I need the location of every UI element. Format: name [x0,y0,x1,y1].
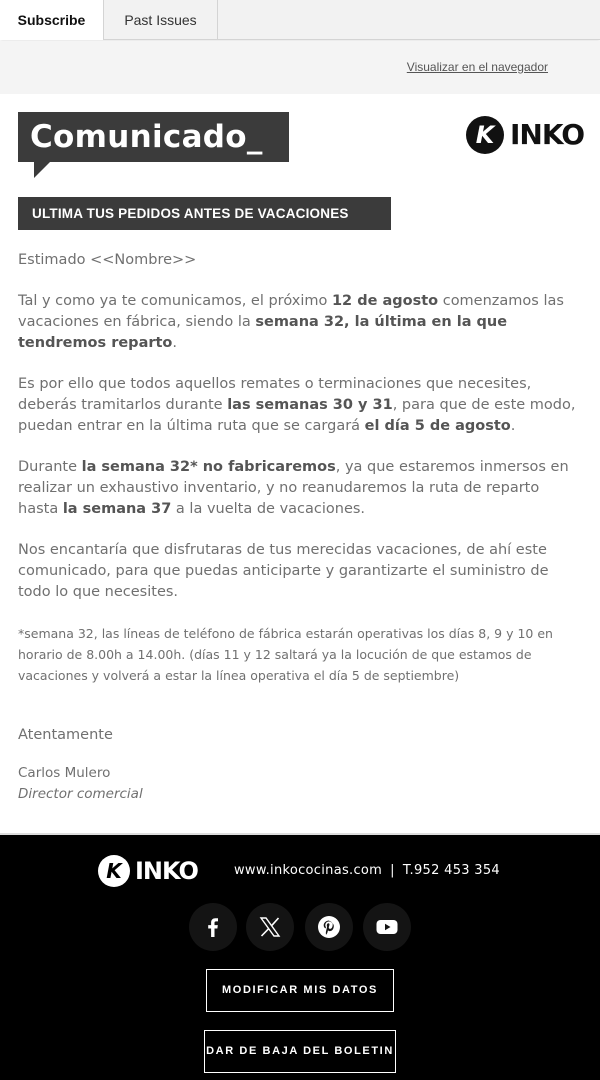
p3-text-c: , ya que estaremos inmersos en realizar un exhaustivo inventario, y no reanudaremos la ruta de reparto hasta [18,459,569,517]
paragraph-1 [18,291,582,354]
view-in-browser-link[interactable]: Visualizar en el navegador [406,60,548,74]
tab-subscribe[interactable]: Subscribe [0,0,104,40]
inko-logo [466,116,584,154]
signer-role: Director comercial [18,786,143,802]
x-icon[interactable] [246,903,294,951]
p3-bold-no-manufacture: la semana 32* no fabricaremos [81,459,336,475]
p2-bold-date: el día 5 de agosto [364,418,511,434]
p3-bold-week37: la semana 37 [62,501,172,517]
footer-contact [234,863,500,878]
comunicado-title: Comunicado_ [18,112,289,162]
phone-number[interactable]: T.952 453 354 [402,863,500,878]
facebook-icon[interactable] [189,903,237,951]
footer-inko-logo [98,855,198,887]
inko-logo-mark: K [466,116,504,154]
social-links [0,903,600,951]
preheader-strip [0,41,600,94]
youtube-icon[interactable] [363,903,411,951]
p2-text-e: . [510,418,516,434]
speech-bubble-tail [34,162,50,178]
paragraph-4: Nos encantaría que disfrutaras de tus merecidas vacaciones, de ahí este comunicado, para que puedas anticiparte y garantizarte el suministro de todo lo que necesites. [18,542,549,600]
tab-bar [0,0,600,40]
modify-data-button[interactable]: MODIFICAR MIS DATOS [206,969,394,1012]
p1-bold-week: semana 32, la última en la que tendremos reparto [18,314,508,351]
signer-name: Carlos Mulero [18,765,111,781]
contact-separator: | [390,863,395,878]
p1-text-c: comenzamos las vacaciones en fábrica, siendo la [18,293,564,330]
website-link[interactable]: www.inkococinas.com [234,863,383,878]
footer-logo-mark: K [98,855,130,887]
message-body [18,250,582,686]
inko-logo-text: INKO [510,118,585,151]
footnote: *semana 32, las líneas de teléfono de fábrica estarán operativas los días 8, 9 y 10 en horario de 8.00h a 14.00h. (días 11 y 12 saltará ya la locución de que estamos de vacaciones y volverá a estar la línea operativa el día 5 de septiembre) [18,626,553,683]
paragraph-3 [18,457,582,520]
p1-bold-date: 12 de agosto [331,293,439,309]
closing: Atentamente [18,727,113,743]
unsubscribe-button[interactable]: DAR DE BAJA DEL BOLETIN [204,1030,396,1073]
p1-text-a: Tal y como ya te comunicamos, el próximo [18,293,332,309]
p2-text-a: Es por ello que todos aquellos remates o terminaciones que necesites, deberás tramitarlos durante [18,376,532,413]
footer [0,833,600,1080]
headline-banner: ULTIMA TUS PEDIDOS ANTES DE VACACIONES [18,197,391,230]
p1-text-e: . [172,335,178,351]
p3-text-a: Durante [18,459,82,475]
footer-logo-text: INKO [135,857,198,885]
paragraph-2 [18,374,582,437]
pinterest-icon[interactable] [305,903,353,951]
p2-text-c: , para que de este modo, puedan entrar en la última ruta que se cargará [18,397,576,434]
tab-past-issues[interactable]: Past Issues [104,0,218,40]
greeting: Estimado <<Nombre>> [18,252,197,268]
p2-bold-weeks: las semanas 30 y 31 [227,397,393,413]
p3-text-e: a la vuelta de vacaciones. [171,501,366,517]
